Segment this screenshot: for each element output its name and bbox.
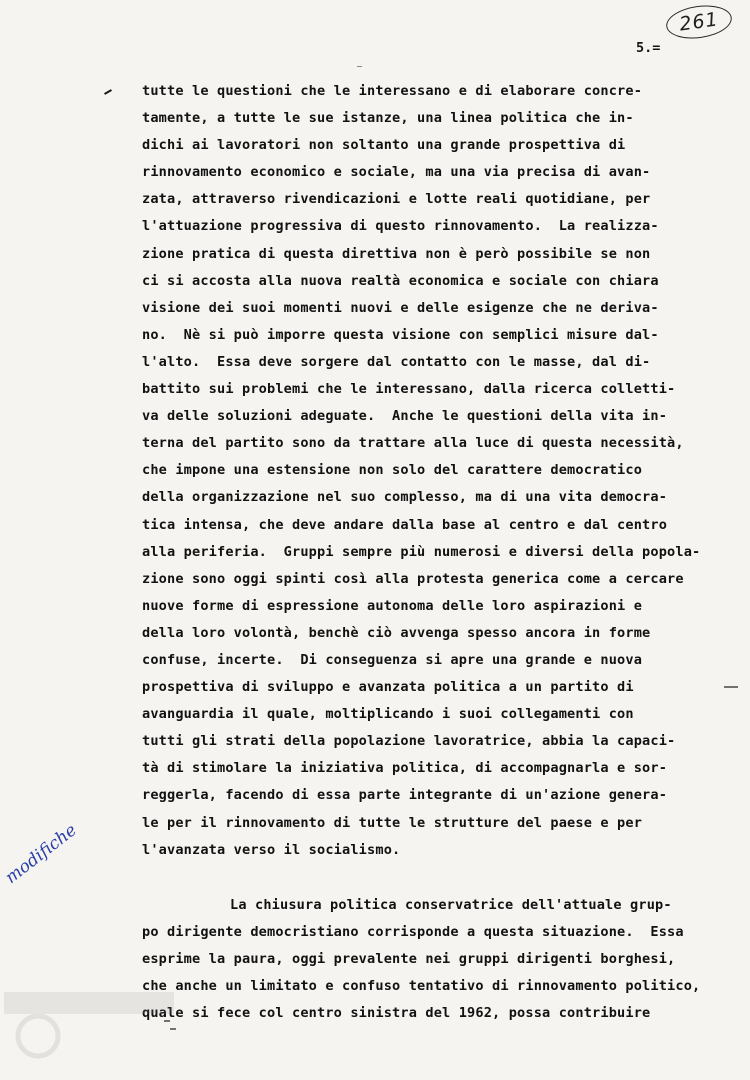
paragraph-2 — [142, 892, 750, 1027]
text-line: quale si fece col centro sinistra del 1962, possa contribuire — [142, 1005, 651, 1022]
archive-number-stamp: 261 — [664, 2, 734, 43]
text-line: po dirigente democristiano corrisponde a questa situazione. Essa — [142, 923, 684, 940]
text-line: l'attuazione progressiva di questo rinnovamento. La realizza- — [142, 218, 659, 235]
text-line: tica intensa, che deve andare dalla base al centro e dal centro — [142, 516, 668, 533]
text-line: rinnovamento economico e sociale, ma una via precisa di avan- — [142, 164, 651, 181]
text-line: terna del partito sono da trattare alla luce di questa necessità, — [142, 435, 684, 452]
document-body — [142, 78, 750, 1027]
text-line: reggerla, facendo di essa parte integrante di un'azione genera- — [142, 787, 668, 804]
handwritten-margin-note: modifiche — [1, 820, 81, 888]
paragraph-gap — [142, 864, 750, 892]
text-line: della organizzazione nel suo complesso, ma di una vita democra- — [142, 489, 668, 506]
text-line: zione pratica di questa direttiva non è però possibile se non — [142, 245, 651, 262]
text-line: esprime la paura, oggi prevalente nei gruppi dirigenti borghesi, — [142, 950, 676, 967]
text-line: tutte le questioni che le interessano e di elaborare concre- — [142, 83, 643, 99]
text-line: zione sono oggi spinti così alla protesta generica come a cercare — [142, 570, 684, 587]
text-line: prospettiva di sviluppo e avanzata politica a un partito di — [142, 679, 634, 696]
text-line: visione dei suoi momenti nuovi e delle esigenze che ne deriva- — [142, 299, 659, 316]
text-line: l'avanzata verso il socialismo. — [142, 841, 401, 858]
text-line: nuove forme di espressione autonoma delle loro aspirazioni e — [142, 597, 643, 614]
text-line: della loro volontà, benchè ciò avvenga spesso ancora in forme — [142, 624, 651, 641]
text-line: battito sui problemi che le interessano, dalla ricerca colletti- — [142, 381, 676, 398]
text-line: ci si accosta alla nuova realtà economica e sociale con chiara — [142, 272, 659, 289]
text-line: tà di stimolare la iniziativa politica, di accompagnarla e sor- — [142, 760, 668, 777]
text-line: La chiusura politica conservatrice dell'attuale grup- — [230, 896, 672, 913]
margin-mark — [104, 89, 112, 95]
text-line: alla periferia. Gruppi sempre più numerosi e diversi della popola- — [142, 543, 701, 560]
text-line: no. Nè si può imporre questa visione con semplici misure dal- — [142, 326, 659, 343]
archive-watermark-icon — [4, 992, 174, 1062]
text-line: va delle soluzioni adeguate. Anche le questioni della vita in- — [142, 408, 668, 425]
text-line: l'alto. Essa deve sorgere dal contatto con le masse, dal di- — [142, 353, 651, 370]
page-number: 5.= — [636, 40, 661, 56]
text-line: tutti gli strati della popolazione lavoratrice, abbia la capaci- — [142, 733, 676, 750]
text-line: confuse, incerte. Di conseguenza si apre una grande e nuova — [142, 651, 643, 668]
text-line: che anche un limitato e confuso tentativo di rinnovamento politico, — [142, 978, 701, 994]
text-line: che impone una estensione non solo del carattere democratico — [142, 462, 643, 479]
text-line: tamente, a tutte le sue istanze, una linea politica che in- — [142, 110, 634, 127]
text-line: avanguardia il quale, moltiplicando i suoi collegamenti con — [142, 706, 634, 723]
text-line: le per il rinnovamento di tutte le strutture del paese e per — [142, 814, 643, 831]
text-line: zata, attraverso rivendicazioni e lotte reali quotidiane, per — [142, 191, 651, 208]
text-line: dichi ai lavoratori non soltanto una grande prospettiva di — [142, 137, 626, 154]
paragraph-1 — [142, 78, 750, 864]
margin-mark — [357, 66, 362, 67]
